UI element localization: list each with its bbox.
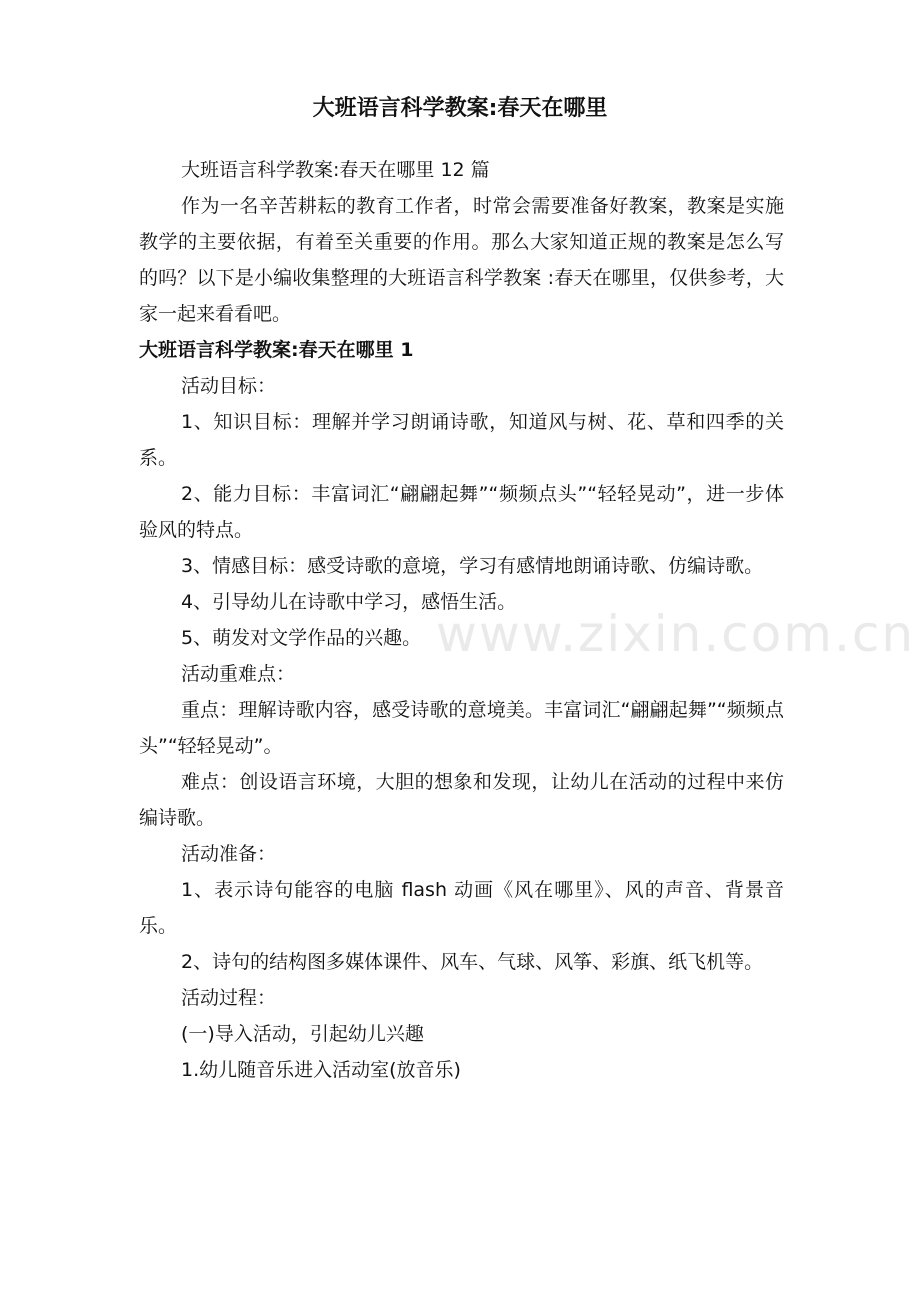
paragraph-subtitle: 大班语言科学教案:春天在哪里 12 篇 <box>181 159 490 181</box>
paragraph-preparation-label: 活动准备： <box>181 843 277 865</box>
paragraph-goal-knowledge: 1、知识目标：理解并学习朗诵诗歌，知道风与树、花、草和四季的关系。 <box>139 411 784 469</box>
section-heading: 大班语言科学教案:春天在哪里 1 <box>139 339 414 361</box>
paragraph-process-step-1-1: 1.幼儿随音乐进入活动室(放音乐) <box>181 1059 461 1081</box>
paragraph-process-label: 活动过程： <box>181 987 277 1009</box>
paragraph-key-points-label: 活动重难点： <box>181 663 296 685</box>
paragraph-difficulty: 难点：创设语言环境，大胆的想象和发现，让幼儿在活动的过程中来仿编诗歌。 <box>139 771 784 829</box>
paragraph-key-point: 重点：理解诗歌内容，感受诗歌的意境美。丰富词汇“翩翩起舞”“频频点头”“轻轻晃动”。 <box>139 699 784 757</box>
paragraph-activity-goals-label: 活动目标： <box>181 375 277 397</box>
document-title: 大班语言科学教案:春天在哪里 <box>312 96 608 121</box>
watermark: www.zixin.com.cn <box>436 605 916 663</box>
paragraph-preparation-1: 1、表示诗句能容的电脑 flash 动画《风在哪里》、风的声音、背景音乐。 <box>139 879 784 937</box>
paragraph-goal-emotion: 3、情感目标：感受诗歌的意境，学习有感情地朗诵诗歌、仿编诗歌。 <box>181 555 764 577</box>
paragraph-goal-5: 5、萌发对文学作品的兴趣。 <box>181 627 422 649</box>
paragraph-process-step-1: (一)导入活动，引起幼儿兴趣 <box>181 1023 424 1045</box>
document-body <box>139 152 784 1088</box>
paragraph-goal-4: 4、引导幼儿在诗歌中学习，感悟生活。 <box>181 591 517 613</box>
paragraph-preparation-2: 2、诗句的结构图多媒体课件、风车、气球、风筝、彩旗、纸飞机等。 <box>181 951 764 973</box>
paragraph-intro: 作为一名辛苦耕耘的教育工作者，时常会需要准备好教案，教案是实施教学的主要依据，有着至关重要的作用。那么大家知道正规的教案是怎么写的吗？以下是小编收集整理的大班语言科学教案 :春天在哪里，仅供参考，大家一起来看看吧。 <box>139 195 784 325</box>
paragraph-goal-ability: 2、能力目标：丰富词汇“翩翩起舞”“频频点头”“轻轻晃动”，进一步体验风的特点。 <box>139 483 784 541</box>
